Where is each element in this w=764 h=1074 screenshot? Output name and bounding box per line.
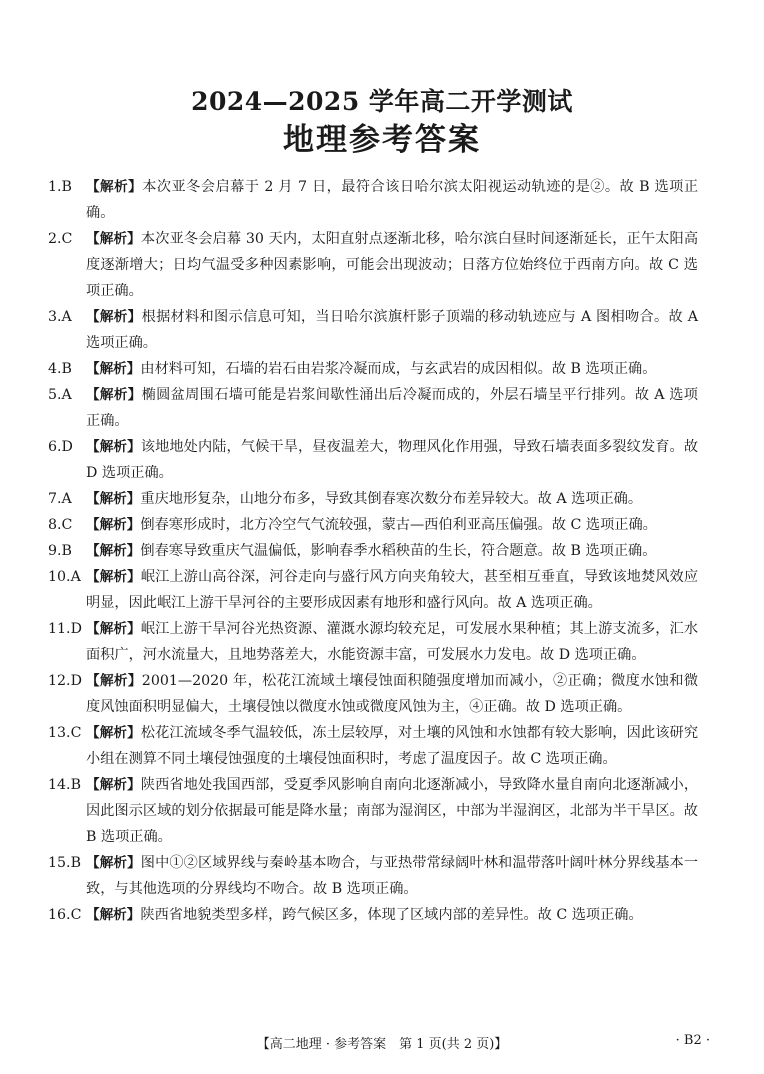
- analysis-tag: 【解析】: [86, 569, 141, 585]
- answer-number: 3.A: [48, 309, 72, 325]
- analysis-text: 倒春寒形成时，北方冷空气气流较强，蒙古—西伯利亚高压偏强。故 C 选项正确。: [140, 517, 657, 533]
- analysis-text: 图中①②区域界线与秦岭基本吻合，与亚热带常绿阔叶林和温带落叶阔叶林分界线基本一致，与其他选项的分界线均不吻合。故 B 选项正确。: [86, 855, 699, 897]
- answer-item-9: [48, 538, 698, 564]
- answer-number: 13.C: [48, 725, 82, 741]
- analysis-text: 本次亚冬会启幕 30 天内，太阳直射点逐渐北移，哈尔滨白昼时间逐渐延长，正午太阳高度逐渐增大；日均气温受多种因素影响，可能会出现波动；日落方位始终位于西南方向。故 C 选项正确。: [86, 231, 699, 299]
- analysis-tag: 【解析】: [86, 725, 141, 741]
- analysis-text: 陕西省地貌类型多样，跨气候区多，体现了区域内部的差异性。故 C 选项正确。: [140, 907, 643, 923]
- answer-item-5: [48, 382, 698, 434]
- analysis-text: 椭圆盆周围石墙可能是岩浆间歇性涌出后冷凝而成的，外层石墙呈平行排列。故 A 选项正确。: [86, 387, 698, 429]
- analysis-tag: 【解析】: [86, 231, 141, 247]
- answer-item-14: [48, 772, 698, 850]
- answer-number: 8.C: [48, 517, 73, 533]
- answer-item-4: [48, 356, 698, 382]
- answer-item-8: [48, 512, 698, 538]
- answer-item-6: [48, 434, 698, 486]
- analysis-tag: 【解析】: [86, 517, 141, 533]
- answer-item-10: [48, 564, 698, 616]
- analysis-tag: 【解析】: [86, 855, 141, 871]
- analysis-text: 该地地处内陆，气候干旱，昼夜温差大，物理风化作用强，导致石墙表面多裂纹发育。故 D 选项正确。: [86, 439, 699, 481]
- analysis-text: 岷江上游山高谷深，河谷走向与盛行风方向夹角较大，甚至相互垂直，导致该地焚风效应明显，因此岷江上游干旱河谷的主要形成因素有地形和盛行风向。故 A 选项正确。: [86, 569, 699, 611]
- answer-number: 14.B: [48, 777, 81, 793]
- analysis-text: 重庆地形复杂，山地分布多，导致其倒春寒次数分布差异较大。故 A 选项正确。: [140, 491, 643, 507]
- answer-number: 9.B: [48, 543, 72, 559]
- analysis-text: 本次亚冬会启幕于 2 月 7 日，最符合该日哈尔滨太阳视运动轨迹的是②。故 B 选项正确。: [86, 179, 699, 221]
- answer-item-2: [48, 226, 698, 304]
- analysis-text: 倒春寒导致重庆气温偏低，影响春季水稻秧苗的生长，符合题意。故 B 选项正确。: [140, 543, 657, 559]
- exam-title: 2024—2025 学年高二开学测试: [191, 87, 573, 116]
- analysis-tag: 【解析】: [86, 179, 143, 195]
- analysis-tag: 【解析】: [86, 777, 141, 793]
- answer-item-7: [48, 486, 698, 512]
- analysis-text: 由材料可知，石墙的岩石由岩浆冷凝而成，与玄武岩的成因相似。故 B 选项正确。: [140, 361, 657, 377]
- analysis-text: 陕西省地处我国西部，受夏季风影响自南向北逐渐减小，导致降水量自南向北逐渐减小，因此图示区域的划分依据最可能是降水量；南部为湿润区，中部为半湿润区，北部为半干旱区。故 B 选项正确。: [86, 777, 699, 845]
- analysis-tag: 【解析】: [86, 673, 142, 689]
- answer-number: 2.C: [48, 231, 73, 247]
- answer-item-3: [48, 304, 698, 356]
- analysis-text: 2001—2020 年，松花江流域土壤侵蚀面积随强度增加而减小，②正确；微度水蚀和微度风蚀面积明显偏大，土壤侵蚀以微度水蚀或微度风蚀为主，④正确。故 D 选项正确。: [86, 673, 699, 715]
- answer-number: 12.D: [48, 673, 82, 689]
- analysis-tag: 【解析】: [86, 907, 141, 923]
- analysis-tag: 【解析】: [86, 439, 141, 455]
- analysis-text: 岷江上游干旱河谷光热资源、灌溉水源均较充足，可发展水果种植；其上游支流多，汇水面积广，河水流量大，且地势落差大，水能资源丰富，可发展水力发电。故 D 选项正确。: [86, 621, 699, 663]
- analysis-tag: 【解析】: [86, 387, 142, 403]
- answer-number: 15.B: [48, 855, 81, 871]
- analysis-text: 松花江流域冬季气温较低，冻土层较厚，对土壤的风蚀和水蚀都有较大影响，因此该研究小组在测算不同土壤侵蚀强度的土壤侵蚀面积时，考虑了温度因子。故 C 选项正确。: [86, 725, 699, 767]
- footer-paper-code: · B2 ·: [675, 1033, 710, 1048]
- answer-item-16: [48, 902, 698, 928]
- analysis-tag: 【解析】: [86, 621, 141, 637]
- answer-number: 1.B: [48, 179, 72, 195]
- answer-item-13: [48, 720, 698, 772]
- answer-number: 11.D: [48, 621, 82, 637]
- answer-list: [48, 174, 698, 928]
- analysis-tag: 【解析】: [86, 491, 141, 507]
- answer-number: 10.A: [48, 569, 81, 585]
- analysis-text: 根据材料和图示信息可知，当日哈尔滨旗杆影子顶端的移动轨迹应与 A 图相吻合。故 A 选项正确。: [86, 309, 699, 351]
- footer-page-info: 【高二地理 · 参考答案 第 1 页(共 2 页)】: [256, 1037, 508, 1052]
- answer-number: 5.A: [48, 387, 72, 403]
- answer-item-12: [48, 668, 698, 720]
- answer-item-11: [48, 616, 698, 668]
- answer-number: 7.A: [48, 491, 72, 507]
- answer-number: 16.C: [48, 907, 82, 923]
- answer-number: 4.B: [48, 361, 72, 377]
- answer-item-1: [48, 174, 698, 226]
- analysis-tag: 【解析】: [86, 543, 141, 559]
- answer-item-15: [48, 850, 698, 902]
- answer-key-title: 地理参考答案: [283, 122, 481, 158]
- answer-number: 6.D: [48, 439, 73, 455]
- analysis-tag: 【解析】: [86, 361, 141, 377]
- analysis-tag: 【解析】: [86, 309, 142, 325]
